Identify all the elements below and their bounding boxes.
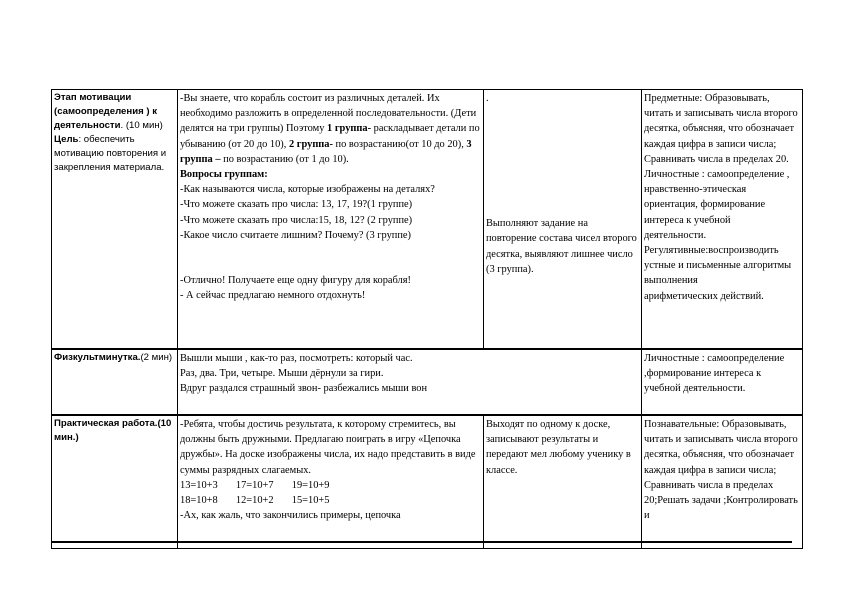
stage-title: Практическая работа.(10 мин.) bbox=[54, 418, 172, 443]
stage-time: . (10 мин) bbox=[120, 120, 163, 131]
teacher-cell-motivation bbox=[178, 90, 484, 350]
group-2-label: 2 группа- bbox=[288, 138, 333, 150]
teacher-praise: -Отлично! Получаете еще одну фигуру для корабля! bbox=[180, 275, 411, 287]
question-2: -Что можете сказать про числа: 13, 17, 19?(1 группе) bbox=[180, 199, 413, 211]
goal-text: : обеспечить мотивацию повторения и закрепления материала. bbox=[54, 134, 167, 173]
uud-moral: нравственно-этическая ориентация, формирование интереса к учебной bbox=[644, 184, 766, 226]
uud-compare: Сравнивать числа в пределах 20. bbox=[644, 153, 789, 165]
stage-cell-physical-break bbox=[52, 349, 178, 415]
uud-cell-physical-break bbox=[642, 349, 803, 415]
poem-line-3: Вдруг раздался страшный звон- разбежались мыши вон bbox=[180, 383, 428, 395]
uud-arithmetic: арифметических действий. bbox=[644, 290, 764, 302]
table-row-motivation bbox=[52, 90, 803, 350]
uud-personal: Личностные : самоопределение , bbox=[644, 169, 790, 181]
uud-regulatory: Регулятивные:воспроизводить устные и письменные алгоритмы выполнения bbox=[644, 245, 792, 287]
stage-cell-practical bbox=[52, 415, 178, 549]
goal-label: Цель bbox=[54, 134, 79, 145]
equations-row-2: 18=10+8 12=10+2 15=10+5 bbox=[180, 495, 330, 507]
equations-row-1: 13=10+3 17=10+7 19=10+9 bbox=[180, 479, 330, 491]
teacher-transition: - А сейчас предлагаю немного отдохнуть! bbox=[180, 290, 366, 302]
poem-line-1: Вышли мыши , как-то раз, посмотреть: который час. bbox=[180, 353, 413, 364]
question-3: -Что можете сказать про числа:15, 18, 12? (2 группе) bbox=[180, 214, 413, 226]
uud-activity: деятельности. bbox=[644, 229, 707, 241]
stage-cell-motivation bbox=[52, 90, 178, 350]
group-1-label: 1 группа- bbox=[327, 123, 372, 135]
stage-time: (2 мин) bbox=[140, 352, 173, 363]
teacher-intro: -Вы знаете, что корабль состоит из различных деталей. Их необходимо разложить в определенной последовательности. (Дети делятся на три группы) Поэтому 1 группа- раскладывает детали по убыванию (от 20 до 10), 2 группа- по возрастанию(от 10 до 20), 3 группа – по возрастанию (от 1 до 10). bbox=[180, 93, 480, 165]
teacher-instruction: -Ребята, чтобы достичь результата, к которому стремитесь, вы должны быть дружными. Предлагаю поиграть в игру «Цепочка дружбы». На доске изображены числа, их надо представить в виде суммы разрядных слагаемых. bbox=[180, 419, 476, 476]
table-row-practical bbox=[52, 415, 803, 549]
poem-cell bbox=[178, 349, 642, 415]
stage-title: Этап мотивации (самоопределения ) к деятельности bbox=[54, 92, 158, 131]
poem-line-2: Раз, два. Три, четыре. Мыши дёрнули за гири. bbox=[180, 368, 384, 380]
lesson-plan-table bbox=[51, 89, 803, 549]
students-cell-practical bbox=[484, 415, 642, 549]
uud-cell-practical bbox=[642, 415, 803, 549]
question-4: -Какое число считаете лишним? Почему? (3 группе) bbox=[180, 229, 411, 241]
uud-cognitive: Познавательные: Образовывать, читать и записывать числа второго десятка, объясняя, что обозначает каждая цифра в записи числа; Сравнивать числа в пределах 20;Решать задачи ;Контролировать и bbox=[644, 419, 798, 522]
teacher-cell-practical bbox=[178, 415, 484, 549]
stage-title: Физкультминутка. bbox=[54, 352, 141, 363]
table-row-physical-break bbox=[52, 349, 803, 415]
uud-subject: Предметные: Образовывать, читать и записывать числа второго десятка, объясняя, что обозначает каждая цифра в записи числа; bbox=[644, 93, 798, 150]
questions-title: Вопросы группам: bbox=[180, 169, 268, 181]
teacher-closing: -Ах, как жаль, что закончились примеры, цепочка bbox=[180, 510, 401, 522]
students-cell-motivation bbox=[484, 90, 642, 350]
uud-personal: Личностные : самоопределение ,формирование интереса к учебной деятельности. bbox=[644, 353, 785, 395]
dot-mark: . bbox=[486, 93, 489, 104]
students-activity: Выходят по одному к доске, записывают результаты и передают мел любому ученику в классе. bbox=[486, 419, 631, 476]
uud-cell-motivation bbox=[642, 90, 803, 350]
table-bottom-border bbox=[51, 541, 792, 543]
question-1: -Как называются числа, которые изображены на деталях? bbox=[180, 184, 435, 196]
students-activity: Выполняют задание на повторение состава чисел второго десятка, выявляют лишнее число (3 группа). bbox=[486, 218, 637, 275]
group-3-label: 3 группа – bbox=[180, 138, 472, 165]
